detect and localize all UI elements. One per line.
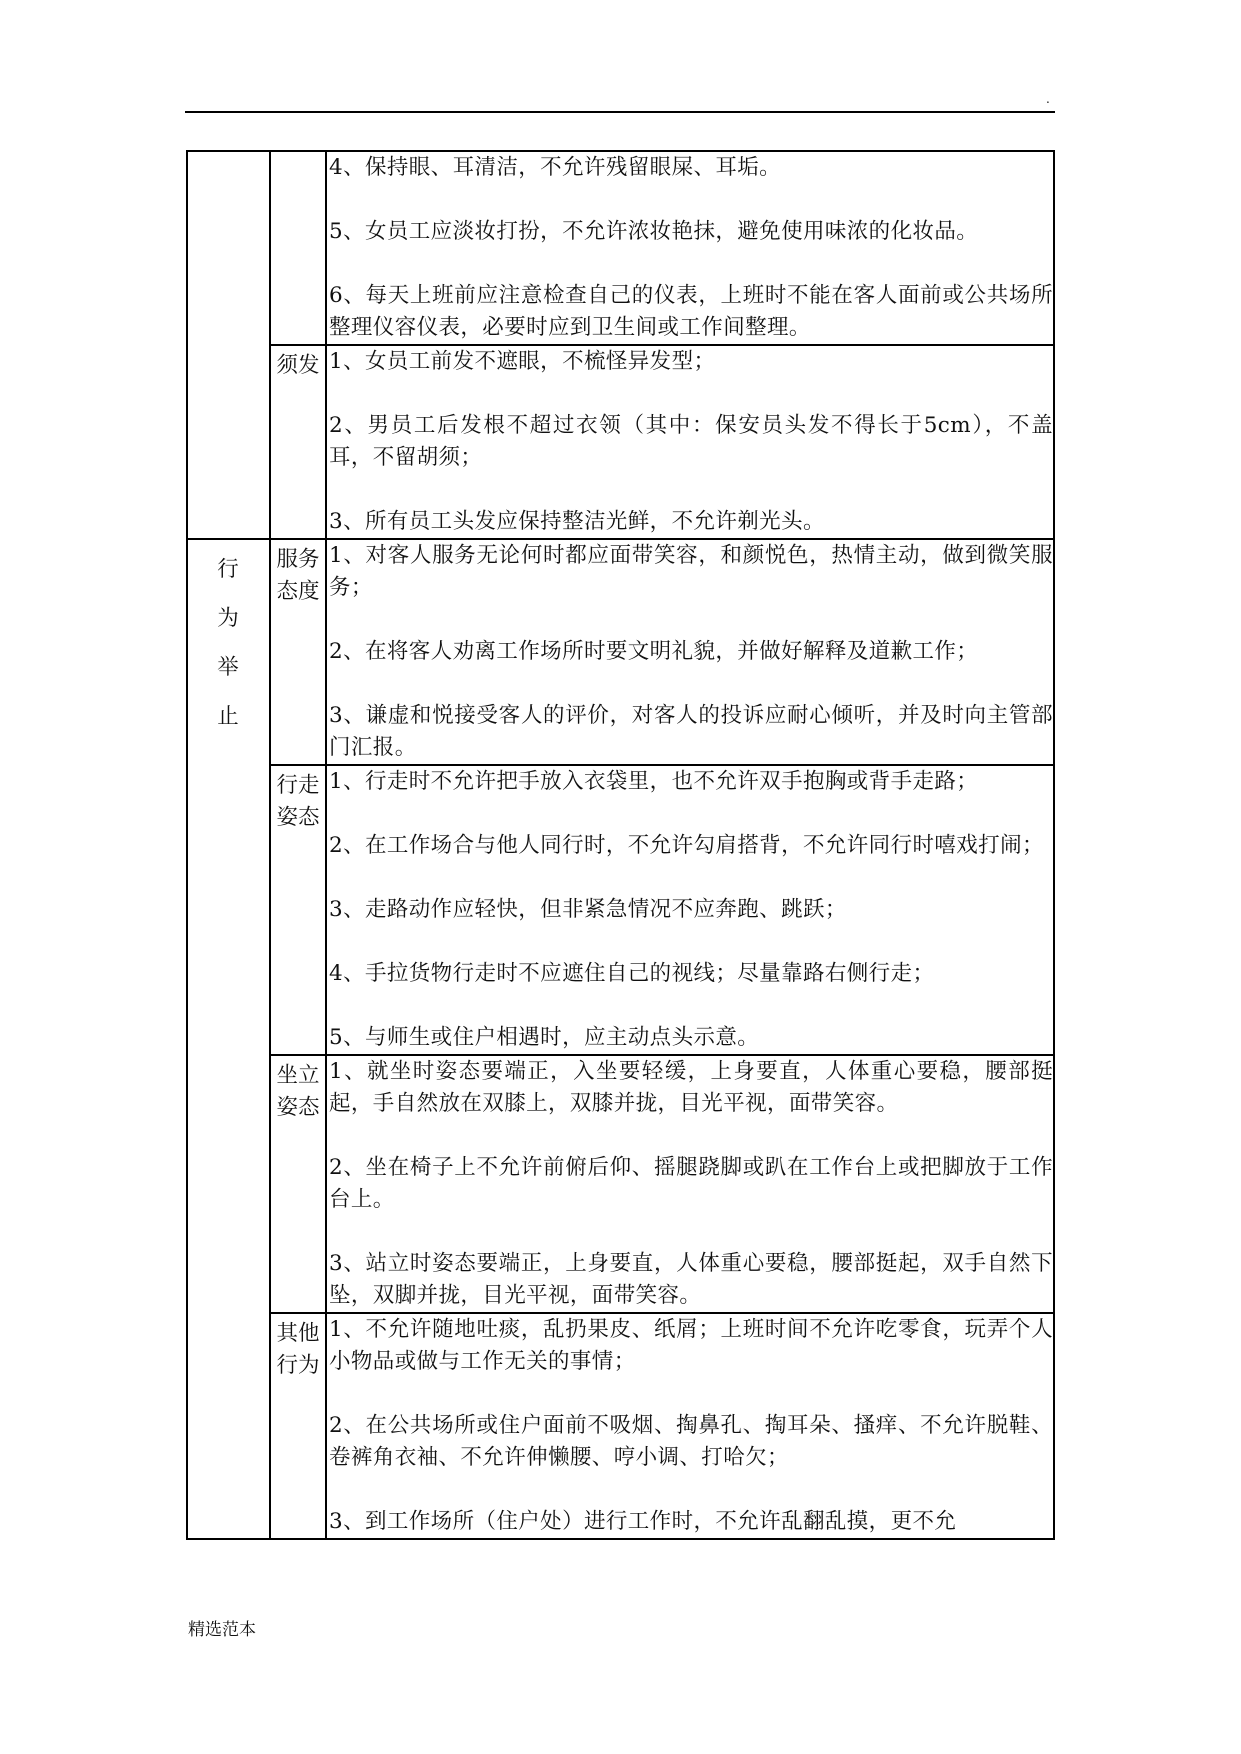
- footer-text: 精选范本: [188, 1620, 256, 1640]
- subcategory-cell: [270, 151, 326, 345]
- subcategory-cell: [270, 1055, 326, 1313]
- list-item: 1、对客人服务无论何时都应面带笑容，和颜悦色，热情主动，做到微笑服务；: [329, 543, 1053, 600]
- header-mark: .: [1046, 92, 1050, 106]
- subcategory-label: 坐立姿态: [276, 1063, 320, 1120]
- header-rule: [185, 111, 1055, 113]
- subcategory-cell: [270, 345, 326, 539]
- list-item: 2、在公共场所或住户面前不吸烟、掏鼻孔、掏耳朵、搔痒、不允许脱鞋、卷裤角衣袖、不允许伸懒腰、哼小调、打哈欠；: [329, 1413, 1053, 1470]
- list-item: 2、在将客人劝离工作场所时要文明礼貌，并做好解释及道歉工作；: [329, 639, 979, 664]
- table-row: [187, 345, 1054, 539]
- list-item: 4、保持眼、耳清洁，不允许残留眼屎、耳垢。: [329, 155, 782, 180]
- table-row: [187, 1313, 1054, 1539]
- subcategory-label: 须发: [276, 353, 320, 378]
- list-item: 3、谦虚和悦接受客人的评价，对客人的投诉应耐心倾听，并及时向主管部门汇报。: [329, 703, 1053, 760]
- table-row: [187, 151, 1054, 345]
- list-item: 5、女员工应淡妆打扮，不允许浓妆艳抹，避免使用味浓的化妆品。: [329, 219, 979, 244]
- subcategory-label: 其他行为: [276, 1321, 320, 1378]
- list-item: 2、在工作场合与他人同行时，不允许勾肩搭背，不允许同行时嘻戏打闹；: [329, 833, 1044, 858]
- list-item: 5、与师生或住户相遇时，应主动点头示意。: [329, 1025, 760, 1050]
- subcategory-cell: [270, 1313, 326, 1539]
- list-item: 1、女员工前发不遮眼，不梳怪异发型；: [329, 349, 716, 374]
- list-item: 3、站立时姿态要端正，上身要直，人体重心要稳，腰部挺起，双手自然下坠，双脚并拢，目光平视，面带笑容。: [329, 1251, 1053, 1308]
- items-cell: [326, 1313, 1054, 1539]
- category-label: 行为举止: [217, 557, 240, 729]
- list-item: 3、走路动作应轻快，但非紧急情况不应奔跑、跳跃；: [329, 897, 847, 922]
- list-item: 3、所有员工头发应保持整洁光鲜，不允许剃光头。: [329, 509, 825, 534]
- items-cell: [326, 539, 1054, 765]
- list-item: 3、到工作场所（住户处）进行工作时，不允许乱翻乱摸，更不允: [329, 1509, 957, 1534]
- table-row: [187, 765, 1054, 1055]
- items-cell: [326, 1055, 1054, 1313]
- list-item: 1、就坐时姿态要端正，入坐要轻缓，上身要直，人体重心要稳，腰部挺起，手自然放在双膝上，双膝并拢，目光平视，面带笑容。: [329, 1059, 1053, 1116]
- list-item: 1、行走时不允许把手放入衣袋里，也不允许双手抱胸或背手走路；: [329, 769, 979, 794]
- list-item: 1、不允许随地吐痰，乱扔果皮、纸屑；上班时间不允许吃零食，玩弄个人小物品或做与工作无关的事情；: [329, 1317, 1053, 1374]
- list-item: 6、每天上班前应注意检查自己的仪表，上班时不能在客人面前或公共场所整理仪容仪表，必要时应到卫生间或工作间整理。: [329, 283, 1053, 340]
- table-row: [187, 1055, 1054, 1313]
- conduct-standards-table: [186, 150, 1055, 1540]
- list-item: 2、坐在椅子上不允许前俯后仰、摇腿跷脚或趴在工作台上或把脚放于工作台上。: [329, 1155, 1053, 1212]
- subcategory-label: 行走姿态: [276, 773, 320, 830]
- subcategory-cell: [270, 539, 326, 765]
- subcategory-cell: [270, 765, 326, 1055]
- subcategory-label: 服务态度: [276, 547, 320, 604]
- table-row: [187, 539, 1054, 765]
- items-cell: [326, 765, 1054, 1055]
- items-cell: [326, 345, 1054, 539]
- category-cell: [187, 539, 270, 1539]
- items-cell: [326, 151, 1054, 345]
- category-cell: [187, 151, 270, 539]
- list-item: 2、男员工后发根不超过衣领（其中：保安员头发不得长于5cm），不盖耳，不留胡须；: [329, 413, 1053, 470]
- list-item: 4、手拉货物行走时不应遮住自己的视线；尽量靠路右侧行走；: [329, 961, 935, 986]
